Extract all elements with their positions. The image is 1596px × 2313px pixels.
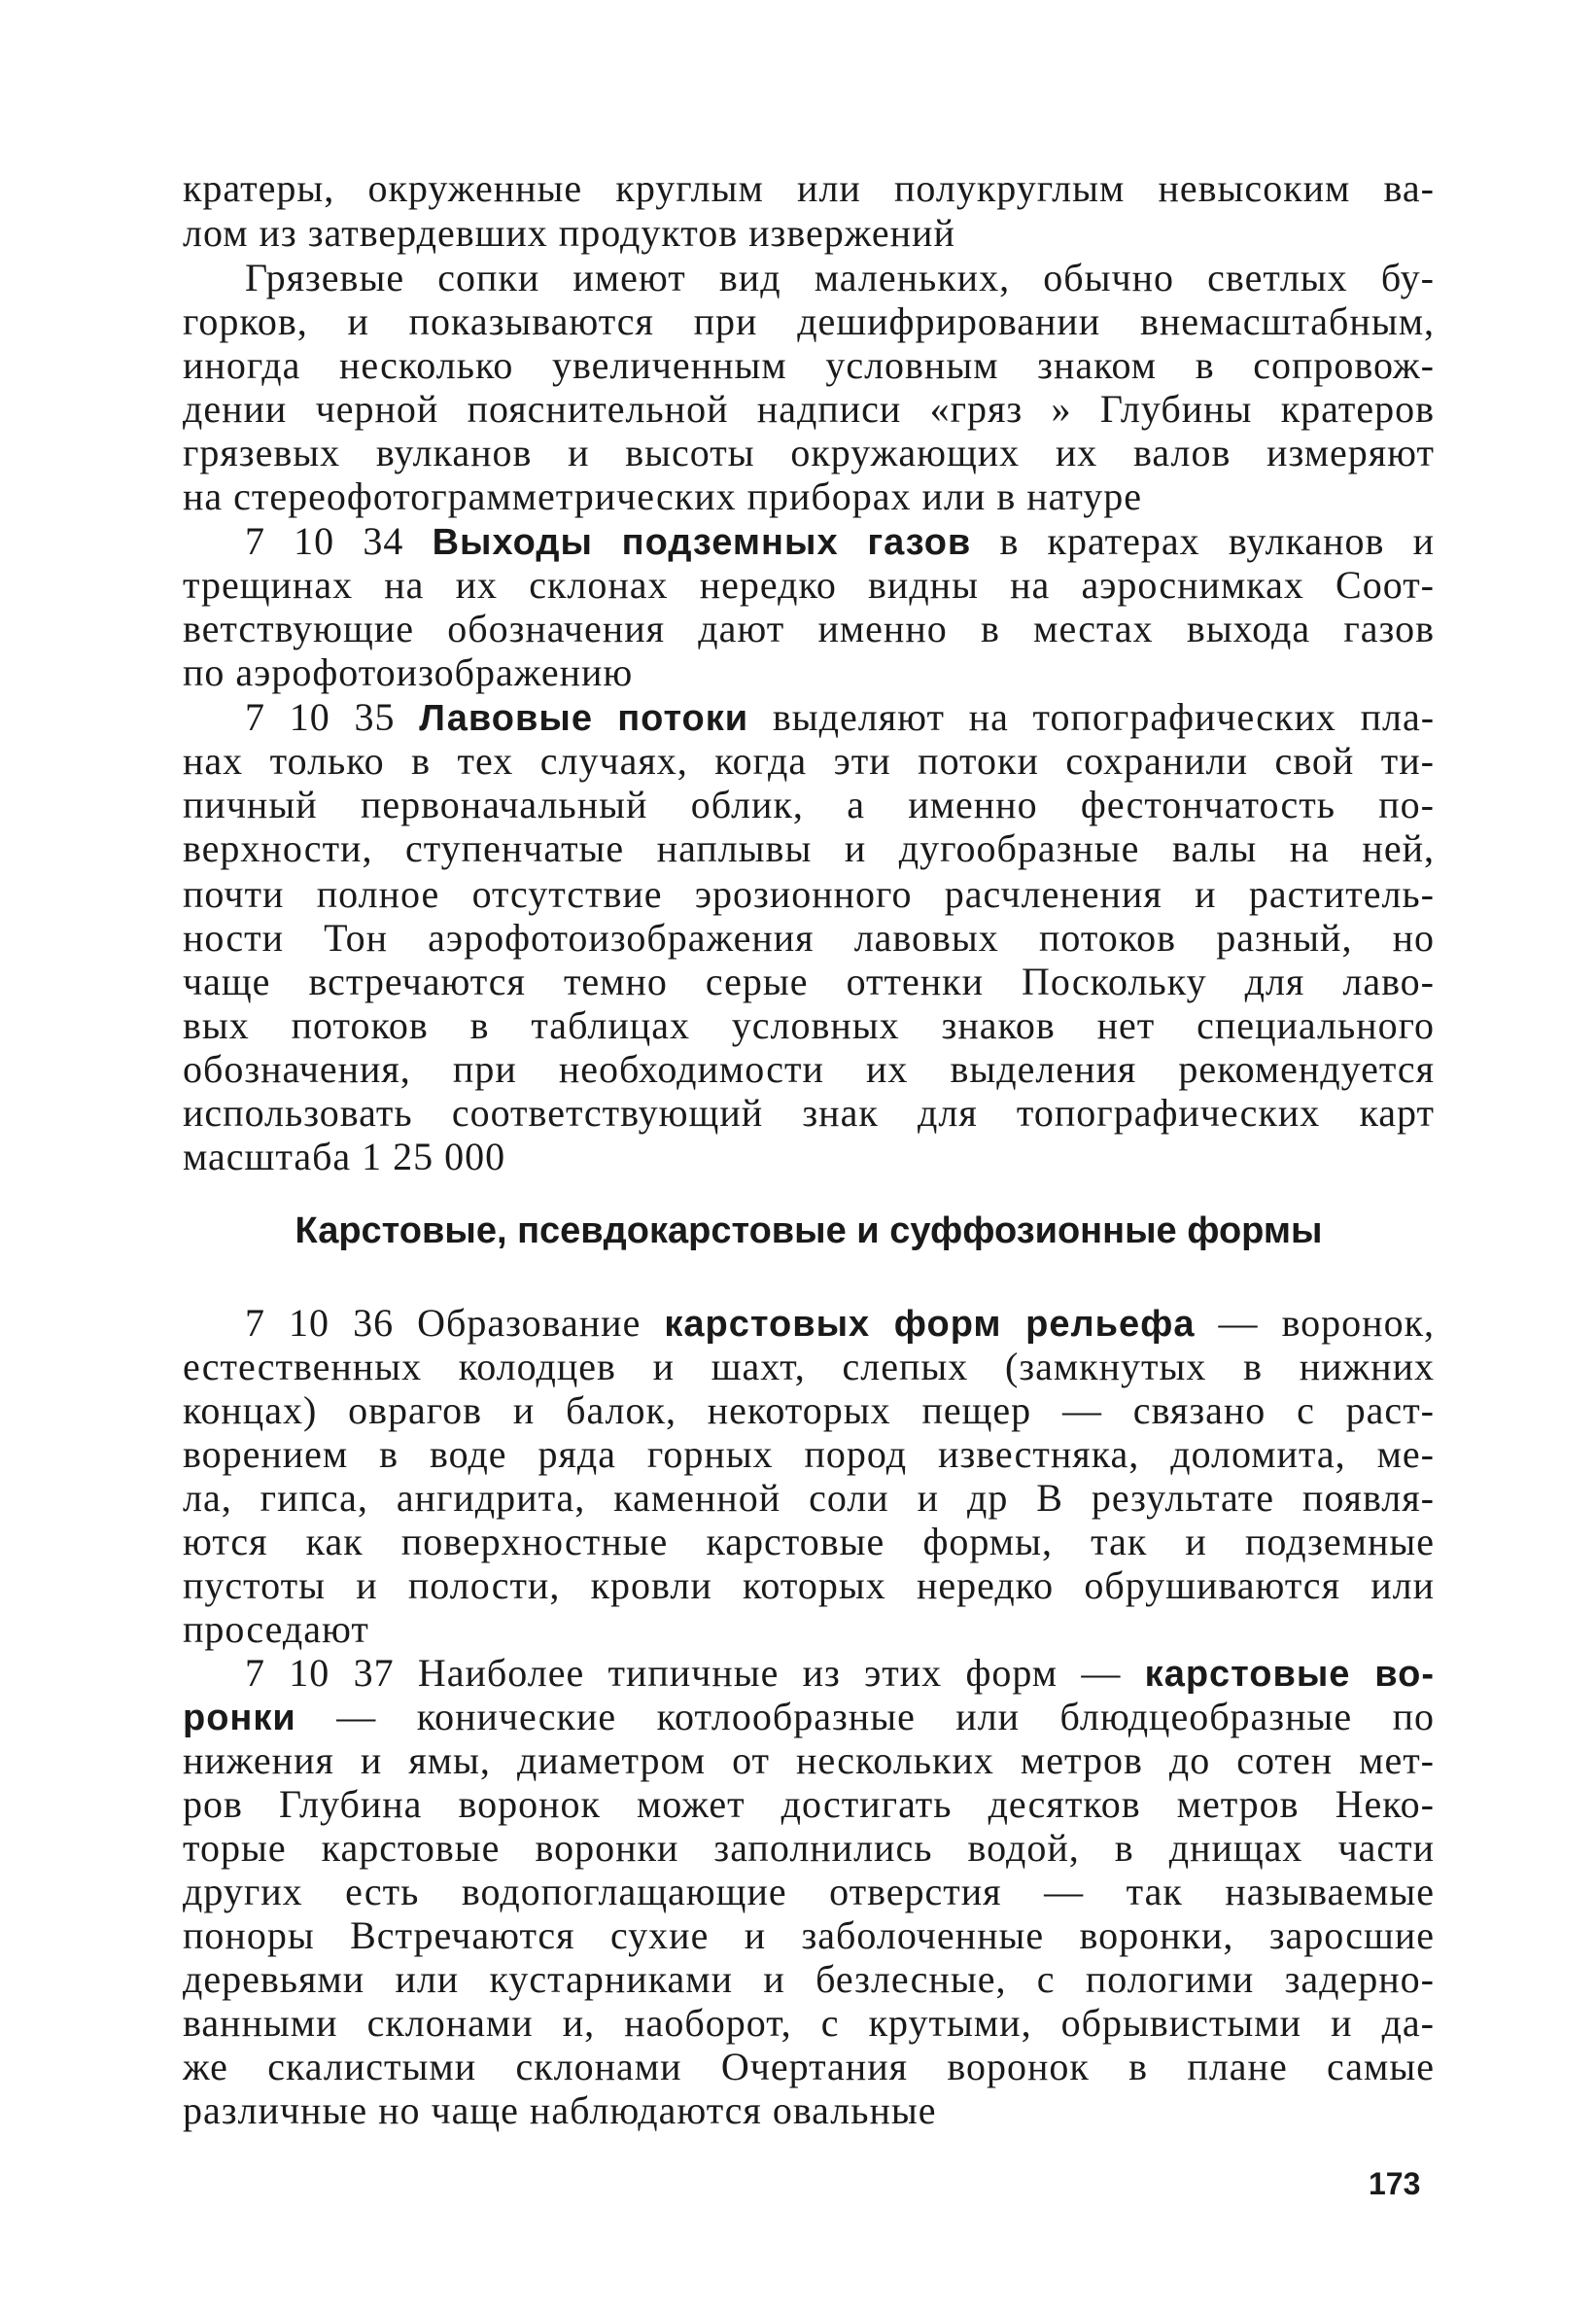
text-line: поноры Встречаются сухие и заболоченные воронки, заросшие bbox=[183, 1913, 1435, 1957]
page-number: 173 bbox=[1369, 2166, 1421, 2201]
text-line: масштаба 1 25 000 bbox=[183, 1135, 506, 1178]
text-line: других есть водопоглащающие отверстия — так называемые bbox=[183, 1870, 1435, 1913]
text-line: чаще встречаются темно серые оттенки Поскольку для лаво- bbox=[183, 960, 1435, 1003]
text-line: ются как поверхностные карстовые формы, так и подземные bbox=[183, 1520, 1435, 1563]
text-line bbox=[245, 520, 1435, 563]
text-line: торые карстовые воронки заполнились водой, в днищах части bbox=[183, 1826, 1435, 1870]
text-span: — конические котлообразные или блюдцеобразные по bbox=[336, 1695, 1436, 1738]
text-line: ности Тон аэрофотоизображения лавовых потоков разный, но bbox=[183, 916, 1435, 960]
text-span: в кратерах вулканов и bbox=[999, 519, 1436, 563]
text-line: пустоты и полости, кровли которых нередко обрушиваются или bbox=[183, 1563, 1435, 1607]
section-number: 7 10 35 bbox=[245, 695, 396, 739]
text-line: дении черной пояснительной надписи «гряз » Глубины кратеров bbox=[183, 387, 1435, 431]
term-highlight: Лавовые потоки bbox=[419, 698, 749, 739]
text-line: деревьями или кустарниками и безлесные, с пологими задерно- bbox=[183, 1957, 1435, 2001]
text-line: концах) оврагов и балок, некоторых пещер — связано с раст- bbox=[183, 1388, 1435, 1432]
text-line: иногда несколько увеличенным условным знаком в сопровож- bbox=[183, 343, 1435, 387]
text-line: грязевых вулканов и высоты окружающих их валов измеряют bbox=[183, 431, 1435, 474]
term-highlight: карстовые во- bbox=[1144, 1654, 1436, 1695]
text-line: обозначения, при необходимости их выделения рекомендуется bbox=[183, 1047, 1435, 1091]
text-span: выделяют на топографических пла- bbox=[772, 695, 1436, 739]
text-line: Грязевые сопки имеют вид маленьких, обычно светлых бу- bbox=[245, 256, 1435, 299]
text-line bbox=[245, 1302, 1435, 1345]
text-line: нижения и ямы, диаметром от нескольких метров до сотен мет- bbox=[183, 1738, 1435, 1782]
term-highlight: ронки bbox=[183, 1698, 296, 1738]
text-line: на стереофотограмметрических приборах или в натуре bbox=[183, 474, 1143, 518]
section-number: 7 10 34 bbox=[245, 519, 404, 563]
text-line: естественных колодцев и шахт, слепых (замкнутых в нижних bbox=[183, 1345, 1435, 1388]
text-line: же скалистыми склонами Очертания воронок в плане самые bbox=[183, 2045, 1435, 2088]
text-line: трещинах на их склонах нередко видны на аэроснимках Соот- bbox=[183, 563, 1435, 607]
text-line: различные но чаще наблюдаются овальные bbox=[183, 2088, 937, 2132]
text-line: верхности, ступенчатые наплывы и дугообразные валы на ней, bbox=[183, 826, 1435, 870]
text-line: почти полное отсутствие эрозионного расчленения и раститель- bbox=[183, 872, 1435, 916]
text-line bbox=[245, 696, 1435, 739]
text-line: использовать соответствующий знак для топографических карт bbox=[183, 1091, 1435, 1135]
text-span: 7 10 37 Наиболее типичные из этих форм — bbox=[245, 1651, 1122, 1695]
text-line: ров Глубина воронок может достигать десятков метров Неко- bbox=[183, 1782, 1435, 1826]
term-highlight: карстовых форм рельефа bbox=[664, 1304, 1196, 1345]
text-line: кратеры, окруженные круглым или полукруглым невысоким ва- bbox=[183, 166, 1435, 210]
text-line: вых потоков в таблицах условных знаков нет специального bbox=[183, 1003, 1435, 1047]
text-line bbox=[183, 1696, 1435, 1738]
text-line: по аэрофотоизображению bbox=[183, 650, 634, 694]
text-line: ла, гипса, ангидрита, каменной соли и др В результате появля- bbox=[183, 1476, 1435, 1520]
term-highlight: Выходы подземных газов bbox=[432, 522, 972, 563]
section-heading: Карстовые, псевдокарстовые и суффозионные формы bbox=[295, 1210, 1323, 1251]
text-line: лом из затвердевших продуктов извержений bbox=[183, 211, 955, 255]
text-line: горков, и показываются при дешифрировании внемасштабным, bbox=[183, 299, 1435, 343]
text-line: проседают bbox=[183, 1607, 369, 1651]
text-line: пичный первоначальный облик, а именно фестончатость по- bbox=[183, 783, 1435, 826]
text-line: ветствующие обозначения дают именно в местах выхода газов bbox=[183, 607, 1435, 650]
text-span: 7 10 36 Образование bbox=[245, 1301, 642, 1345]
text-line: ворением в воде ряда горных пород известняка, доломита, ме- bbox=[183, 1432, 1435, 1476]
text-line: нах только в тех случаях, когда эти потоки сохранили свой ти- bbox=[183, 739, 1435, 783]
text-span: — воронок, bbox=[1218, 1301, 1436, 1345]
text-line bbox=[245, 1652, 1435, 1695]
text-line: ванными склонами и, наоборот, с крутыми, обрывистыми и да- bbox=[183, 2001, 1435, 2045]
